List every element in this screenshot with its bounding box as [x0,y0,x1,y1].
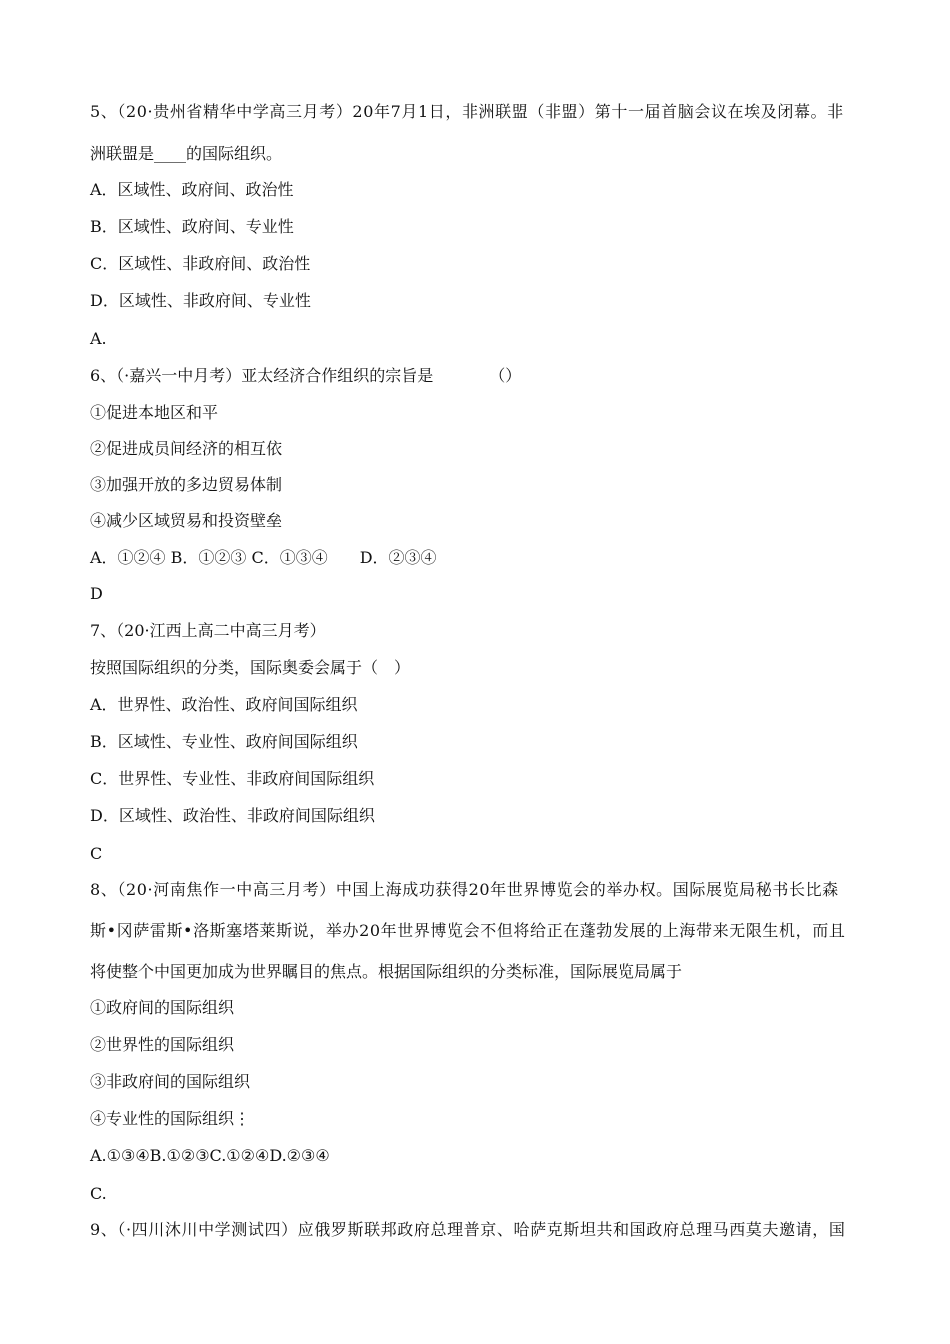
q8-stem-line3: 将使整个中国更加成为世界瞩目的焦点。根据国际组织的分类标准，国际展览局属于 [90,962,683,981]
q6-item-2: ②促进成员间经济的相互依 [90,439,283,458]
q5-answer: A. [90,329,107,348]
q8-answer: C. [90,1184,107,1203]
q8-options: A.①③④B.①②③C.①②④D.②③④ [90,1146,330,1165]
q8-item-2: ②世界性的国际组织 [90,1035,235,1054]
q6-item-1: ①促进本地区和平 [90,403,219,422]
q5-stem-line2: 洲联盟是____的国际组织。 [90,144,283,163]
q9-stem-line1: 9、（·四川沐川中学测试四）应俄罗斯联邦政府总理普京、哈萨克斯坦共和国政府总理马西莫夫邀请，国 [90,1220,846,1239]
q6-options: A．①②④ B．①②③ C．①③④ D．②③④ [90,548,437,567]
q5-option-a: A．区域性、政府间、政治性 [90,180,294,199]
q7-stem-line2: 按照国际组织的分类，国际奥委会属于（ ） [90,658,411,677]
q7-option-d: D．区域性、政治性、非政府间国际组织 [90,806,375,825]
q5-option-d: D．区域性、非政府间、专业性 [90,291,311,310]
q7-stem-line1: 7、（20·江西上高二中高三月考） [90,621,326,640]
q7-option-c: C．世界性、专业性、非政府间国际组织 [90,769,375,788]
q6-item-3: ③加强开放的多边贸易体制 [90,475,283,494]
q6-item-4: ④减少区域贸易和投资壁垒 [90,511,283,530]
q7-option-a: A．世界性、政治性、政府间国际组织 [90,695,358,714]
q5-option-b: B．区域性、政府间、专业性 [90,217,294,236]
q8-stem-line1: 8、（20·河南焦作一中高三月考）中国上海成功获得20年世界博览会的举办权。国际展览局秘书长比森 [90,880,839,899]
q6-answer: D [90,584,103,603]
q8-item-1: ①政府间的国际组织 [90,998,235,1017]
q8-item-3: ③非政府间的国际组织 [90,1072,251,1091]
q6-stem: 6、（·嘉兴一中月考）亚太经济合作组织的宗旨是 （） [90,366,522,385]
q8-item-4: ④专业性的国际组织⋮ [90,1109,251,1128]
q8-stem-line2: 斯•冈萨雷斯•洛斯塞塔莱斯说，举办20年世界博览会不但将给正在蓬勃发展的上海带来无限生机，而且 [90,921,846,940]
q7-answer: C [90,844,103,863]
q7-option-b: B．区域性、专业性、政府间国际组织 [90,732,358,751]
q5-option-c: C．区域性、非政府间、政治性 [90,254,311,273]
q5-stem-line1: 5、（20·贵州省精华中学高三月考）20年7月1日，非洲联盟（非盟）第十一届首脑会议在埃及闭幕。非 [90,102,844,121]
